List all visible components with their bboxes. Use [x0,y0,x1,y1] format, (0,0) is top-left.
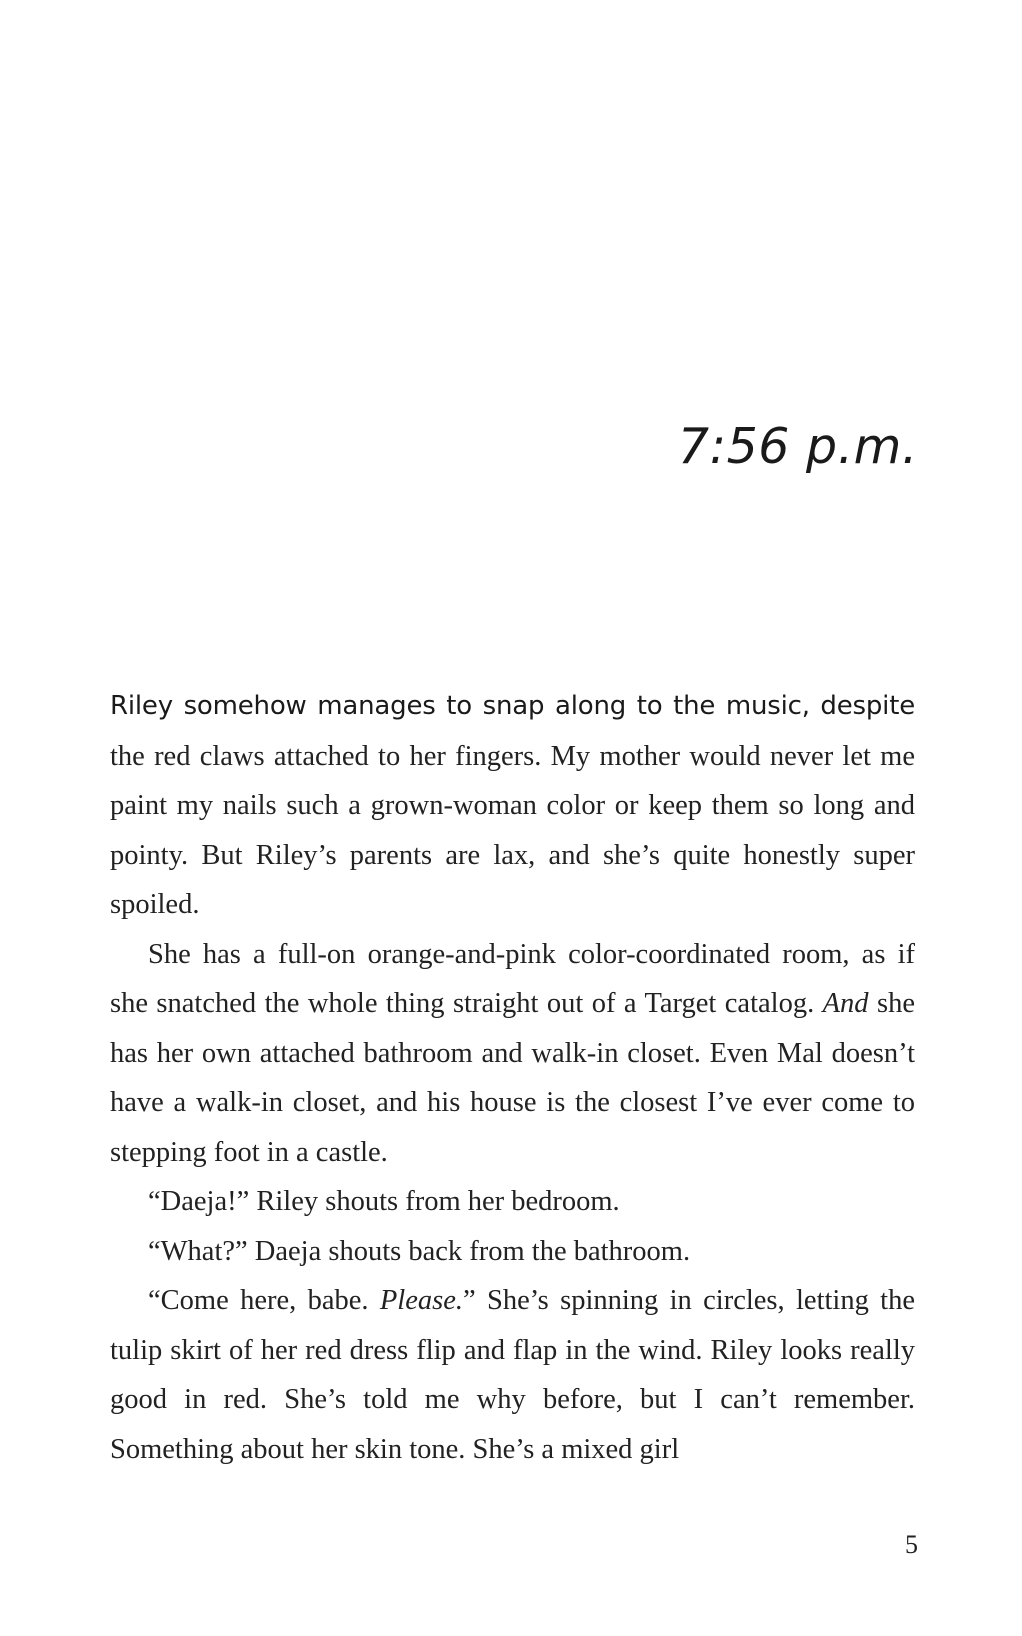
paragraph-text: ” She’s spinning in circles, letting the tulip skirt of her red dress flip and flap in the wind. Riley looks really good in red. She’s told me why before, but I can’t remember. Something about her skin tone. She’s a mixed girl [110,1285,915,1465]
lead-in-text: Riley somehow manages to snap along to the music, despite [110,691,915,721]
paragraph-5 [110,1276,915,1474]
paragraph-4 [110,1227,915,1277]
emphasis-text: And [822,988,869,1019]
paragraph-text: she has her own attached bathroom and walk-in closet. Even Mal doesn’t have a walk-in closet, and his house is the closest I’ve ever come to stepping foot in a castle. [110,988,915,1168]
paragraph-3 [110,1177,915,1227]
paragraph-text: “What?” Daeja shouts back from the bathroom. [148,1235,691,1267]
paragraph-text: She has a full-on orange-and-pink color-coordinated room, as if she snatched the whole thing straight out of a Target catalog. [110,938,915,1019]
chapter-time-heading: 7:56 p.m. [677,418,918,475]
emphasis-text: Please. [379,1285,463,1316]
paragraph-2 [110,930,915,1178]
paragraph-text: “Come here, babe. [148,1285,380,1316]
paragraph-text: “Daeja!” Riley shouts from her bedroom. [148,1186,620,1217]
paragraph-1 [110,681,915,930]
body-text [110,681,915,1474]
page-number: 5 [905,1530,918,1559]
paragraph-text: the red claws attached to her fingers. My mother would never let me paint my nails such a grown-woman color or keep them so long and pointy. But Riley’s parents are lax, and she’s quite honestly super spoiled. [110,740,915,920]
